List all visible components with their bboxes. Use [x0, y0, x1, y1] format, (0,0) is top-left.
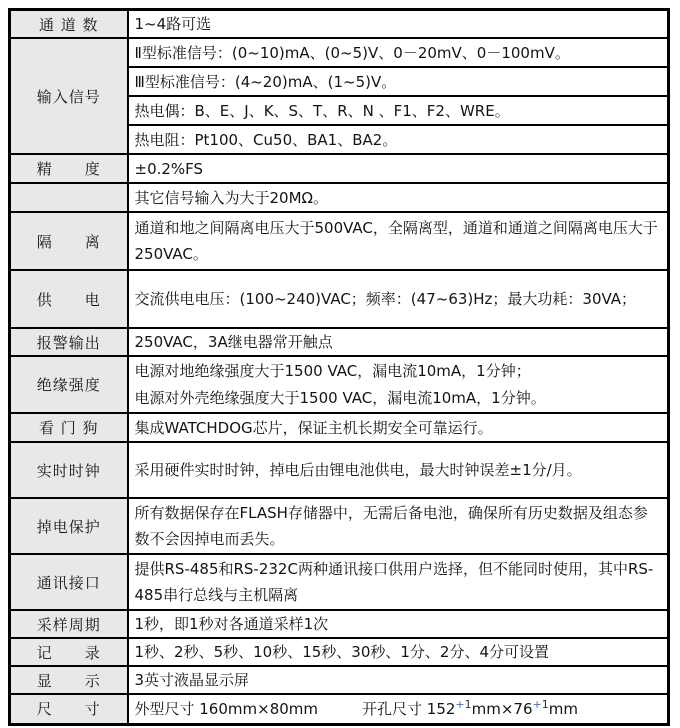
row-power-supply	[10, 270, 669, 328]
tolerance-number: 1	[464, 697, 472, 711]
row-value-dimensions	[128, 694, 669, 724]
row-value-alarm-output: 250VAC，3A继电器常开触点	[128, 328, 669, 356]
cutout-prefix: 开孔尺寸 152	[362, 699, 456, 718]
row-alarm-output	[10, 328, 669, 356]
row-display	[10, 666, 669, 694]
row-label-power-fail-protect: 掉电保护	[10, 498, 128, 554]
row-value-isolation: 通道和地之间隔离电压大于500VAC，全隔离型，通道和通道之间隔离电压大于250VAC。	[128, 212, 669, 270]
row-value-power-supply: 交流供电电压：(100~240)VAC；频率：(47~63)Hz；最大功耗：30VA；	[128, 270, 669, 328]
row-value-insulation	[128, 356, 669, 413]
cutout-dimension-text	[362, 697, 578, 718]
row-label-insulation: 绝缘强度	[10, 356, 128, 413]
input-signal-line-1: Ⅱ型标准信号：(0~10)mA、(0~5)V、0－20mV、0－100mV。	[128, 38, 669, 67]
row-value-watchdog: 集成WATCHDOG芯片，保证主机长期安全可靠运行。	[128, 413, 669, 442]
row-value-rtc: 采用硬件实时时钟，掉电后由锂电池供电，最大时钟误差±1分/月。	[128, 442, 669, 498]
row-isolation	[10, 212, 669, 270]
row-value-display: 3英寸液晶显示屏	[128, 666, 669, 694]
row-input-signal	[10, 38, 669, 67]
row-label-other-input	[10, 183, 128, 212]
row-value-comm-interface: 提供RS-485和RS-232C两种通讯接口供用户选择，但不能同时使用，其中RS-485串行总线与主机隔离	[128, 554, 669, 610]
insulation-line-1: 电源对地绝缘强度大于1500 VAC，漏电流10mA，1分钟；	[134, 361, 531, 380]
row-label-record: 记 录	[10, 638, 128, 666]
row-insulation	[10, 356, 669, 413]
row-value-sample-period: 1秒，即1秒对各通道采样1次	[128, 610, 669, 638]
row-sample-period	[10, 610, 669, 638]
input-signal-line-2: Ⅲ型标准信号：(4~20)mA、(1~5)V。	[128, 67, 669, 96]
row-label-power-supply: 供 电	[10, 270, 128, 328]
row-power-fail-protect	[10, 498, 669, 554]
row-value-accuracy: ±0.2%FS	[128, 154, 669, 183]
row-value-channels: 1~4路可选	[128, 10, 669, 39]
row-dimensions	[10, 694, 669, 724]
row-label-sample-period: 采样周期	[10, 610, 128, 638]
row-label-dimensions: 尺 寸	[10, 694, 128, 724]
row-label-accuracy: 精 度	[10, 154, 128, 183]
input-signal-line-3: 热电偶：B、E、J、K、S、T、R、N 、F1、F2、WRE。	[128, 96, 669, 125]
row-channels	[10, 10, 669, 39]
row-label-comm-interface: 通讯接口	[10, 554, 128, 610]
row-label-isolation: 隔 离	[10, 212, 128, 270]
row-label-input-signal: 输入信号	[10, 38, 128, 154]
row-value-other-input: 其它信号输入为大于20MΩ。	[128, 183, 669, 212]
tolerance-plus: +	[455, 697, 465, 711]
row-label-watchdog: 看 门 狗	[10, 413, 128, 442]
row-value-record: 1秒、2秒、5秒、10秒、15秒、30秒、1分、2分、4分可设置	[128, 638, 669, 666]
row-label-channels: 通 道 数	[10, 10, 128, 39]
insulation-line-2: 电源对外壳绝缘强度大于1500 VAC，漏电流10mA，1分钟。	[134, 388, 546, 407]
tolerance-superscript	[533, 698, 549, 711]
spec-table	[8, 8, 670, 726]
cutout-suffix: mm	[548, 699, 578, 718]
tolerance-plus: +	[532, 697, 542, 711]
cutout-mid: mm×76	[471, 699, 533, 718]
input-signal-line-4: 热电阻：Pt100、Cu50、BA1、BA2。	[128, 125, 669, 154]
row-value-power-fail-protect: 所有数据保存在FLASH存储器中，无需后备电池，确保所有历史数据及组态参数不会因掉电而丢失。	[128, 498, 669, 554]
tolerance-number: 1	[541, 697, 549, 711]
row-record	[10, 638, 669, 666]
row-label-rtc: 实时时钟	[10, 442, 128, 498]
row-accuracy	[10, 154, 669, 183]
row-other-input	[10, 183, 669, 212]
row-comm-interface	[10, 554, 669, 610]
row-rtc	[10, 442, 669, 498]
row-watchdog	[10, 413, 669, 442]
outer-dimension-text: 外型尺寸 160mm×80mm	[134, 699, 319, 718]
tolerance-superscript	[455, 698, 471, 711]
row-label-alarm-output: 报警输出	[10, 328, 128, 356]
row-label-display: 显 示	[10, 666, 128, 694]
